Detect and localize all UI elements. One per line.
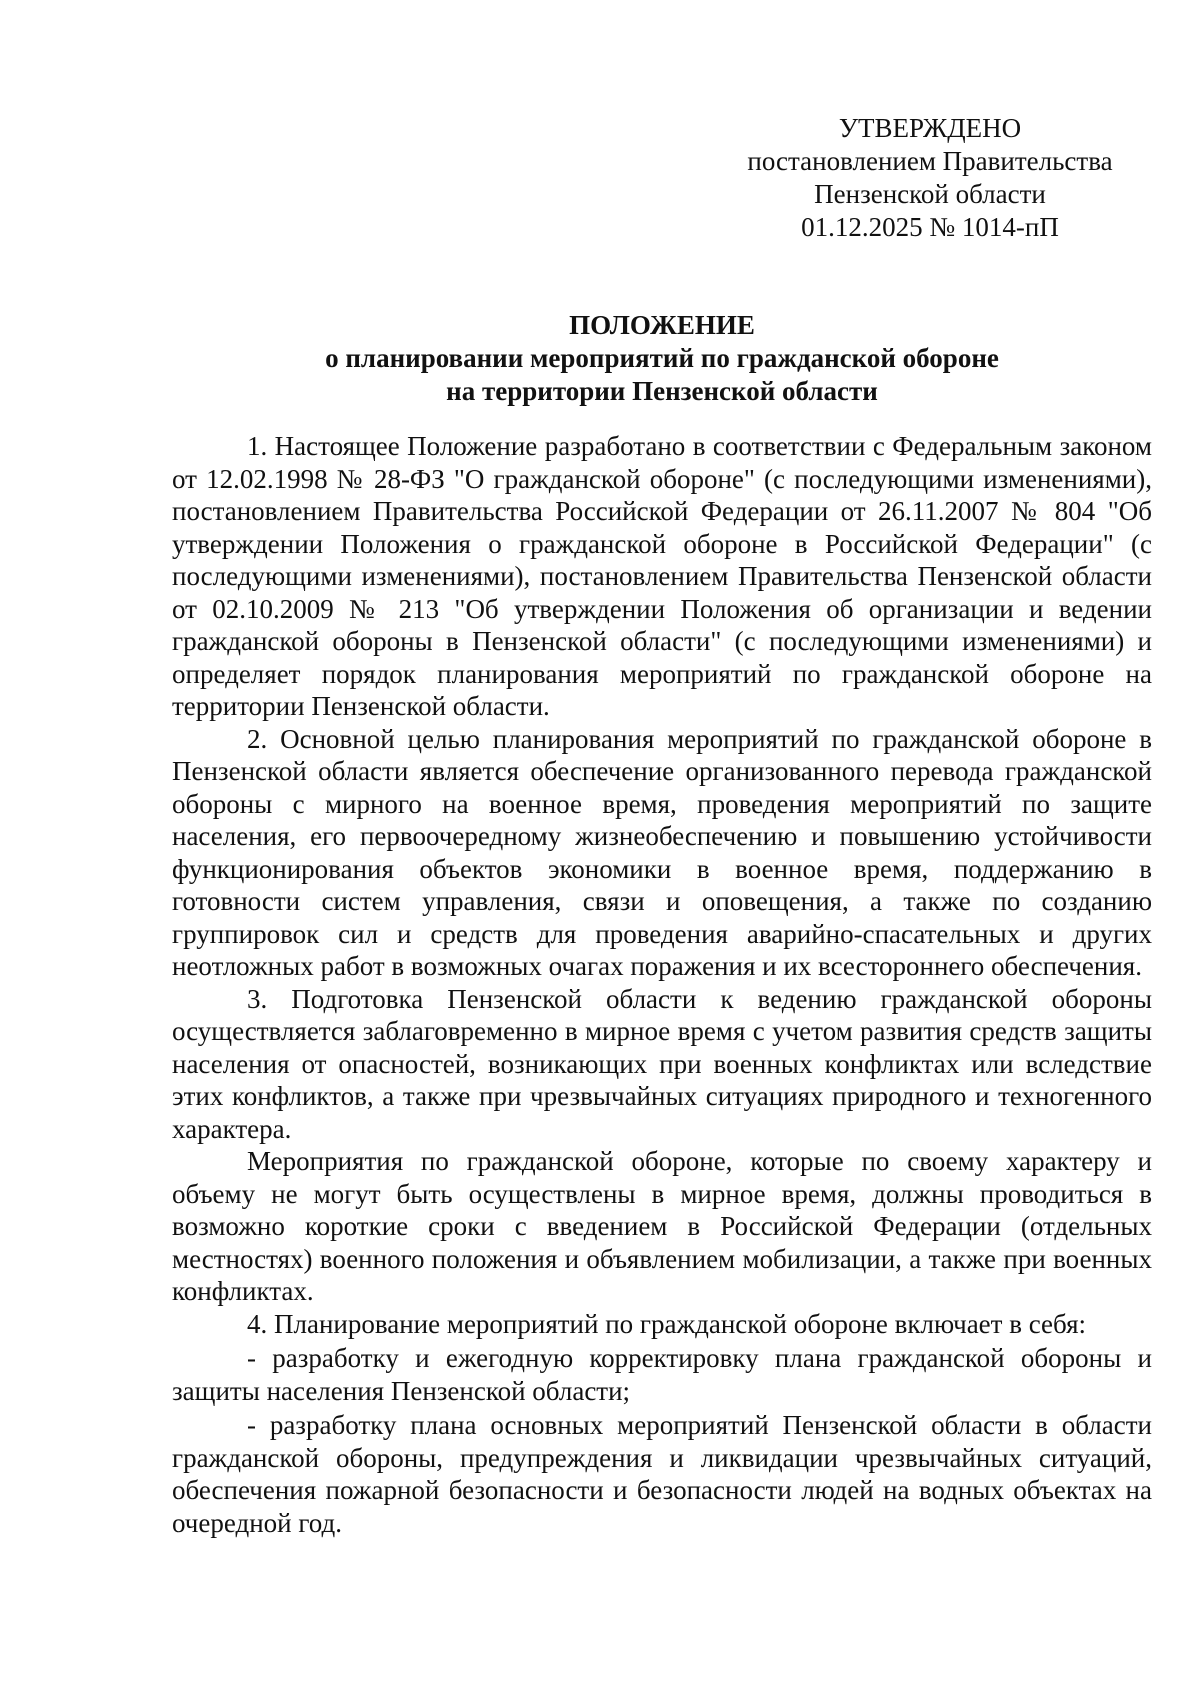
paragraph-3-continued: Мероприятия по гражданской обороне, которые по своему характеру и объему не могут быть осуществлены в мирное время, должны проводиться в возможно короткие сроки с введением в Российской Федерации (отдельных местностях) военного положения и объявлением мобилизации, а также при военных конфликтах. <box>172 1146 1152 1306</box>
approval-region: Пензенской области <box>814 179 1046 209</box>
title-subject: о планировании мероприятий по гражданской обороне <box>325 343 999 373</box>
paragraph-4: 4. Планирование мероприятий по гражданской обороне включает в себя: <box>247 1308 1086 1339</box>
paragraph-3: 3. Подготовка Пензенской области к ведению гражданской обороны осуществляется заблаговременно в мирное время с учетом развития средств защиты населения от опасностей, возникающих при военных конфликтах или вследствие этих конфликтов, а также при чрезвычайных ситуациях природного и техногенного характера. <box>172 983 1152 1144</box>
list-item-plan-gd: - разработку и ежегодную корректировку плана гражданской обороны и защиты населения Пензенской области; <box>172 1343 1152 1406</box>
approval-stamp <box>730 112 1130 244</box>
approval-date-number: 01.12.2025 № 1014-пП <box>801 212 1059 242</box>
title-heading: ПОЛОЖЕНИЕ <box>569 310 755 340</box>
list-item-plan-main: - разработку плана основных мероприятий Пензенской области в области гражданской обороны, предупреждения и ликвидации чрезвычайных ситуаций, обеспечения пожарной безопасности и безопасности людей на водных объектах на очередной год. <box>172 1410 1152 1538</box>
document-body <box>172 430 1152 1539</box>
paragraph-1: 1. Настоящее Положение разработано в соответствии с Федеральным законом от 12.02.1998 № 28-ФЗ "О гражданской обороне" (с последующими изменениями), постановлением Правительства Российской Федерации от 26.11.2007 № 804 "Об утверждении Положения о гражданской обороне в Российской Федерации" (с последующими изменениями), постановлением Правительства Пензенской области от 02.10.2009 № 213 "Об утверждении Положения об организации и ведении гражданской обороны в Пензенской области" (с последующими изменениями) и определяет порядок планирования мероприятий по гражданской обороне на территории Пензенской области. <box>172 431 1152 721</box>
approval-label: УТВЕРЖДЕНО <box>838 113 1022 143</box>
title-scope: на территории Пензенской области <box>446 376 878 406</box>
approval-resolution: постановлением Правительства <box>747 146 1113 176</box>
document-title <box>172 309 1152 408</box>
paragraph-2: 2. Основной целью планирования мероприятий по гражданской обороне в Пензенской области является обеспечение организованного перевода гражданской обороны с мирного на военное время, проведения мероприятий по защите населения, его первоочередному жизнеобеспечению и повышению устойчивости функционирования объектов экономики в военное время, поддержанию в готовности систем управления, связи и оповещения, а также по созданию группировок сил и средств для проведения аварийно-спасательных и других неотложных работ в возможных очагах поражения и их всестороннего обеспечения. <box>172 723 1152 981</box>
